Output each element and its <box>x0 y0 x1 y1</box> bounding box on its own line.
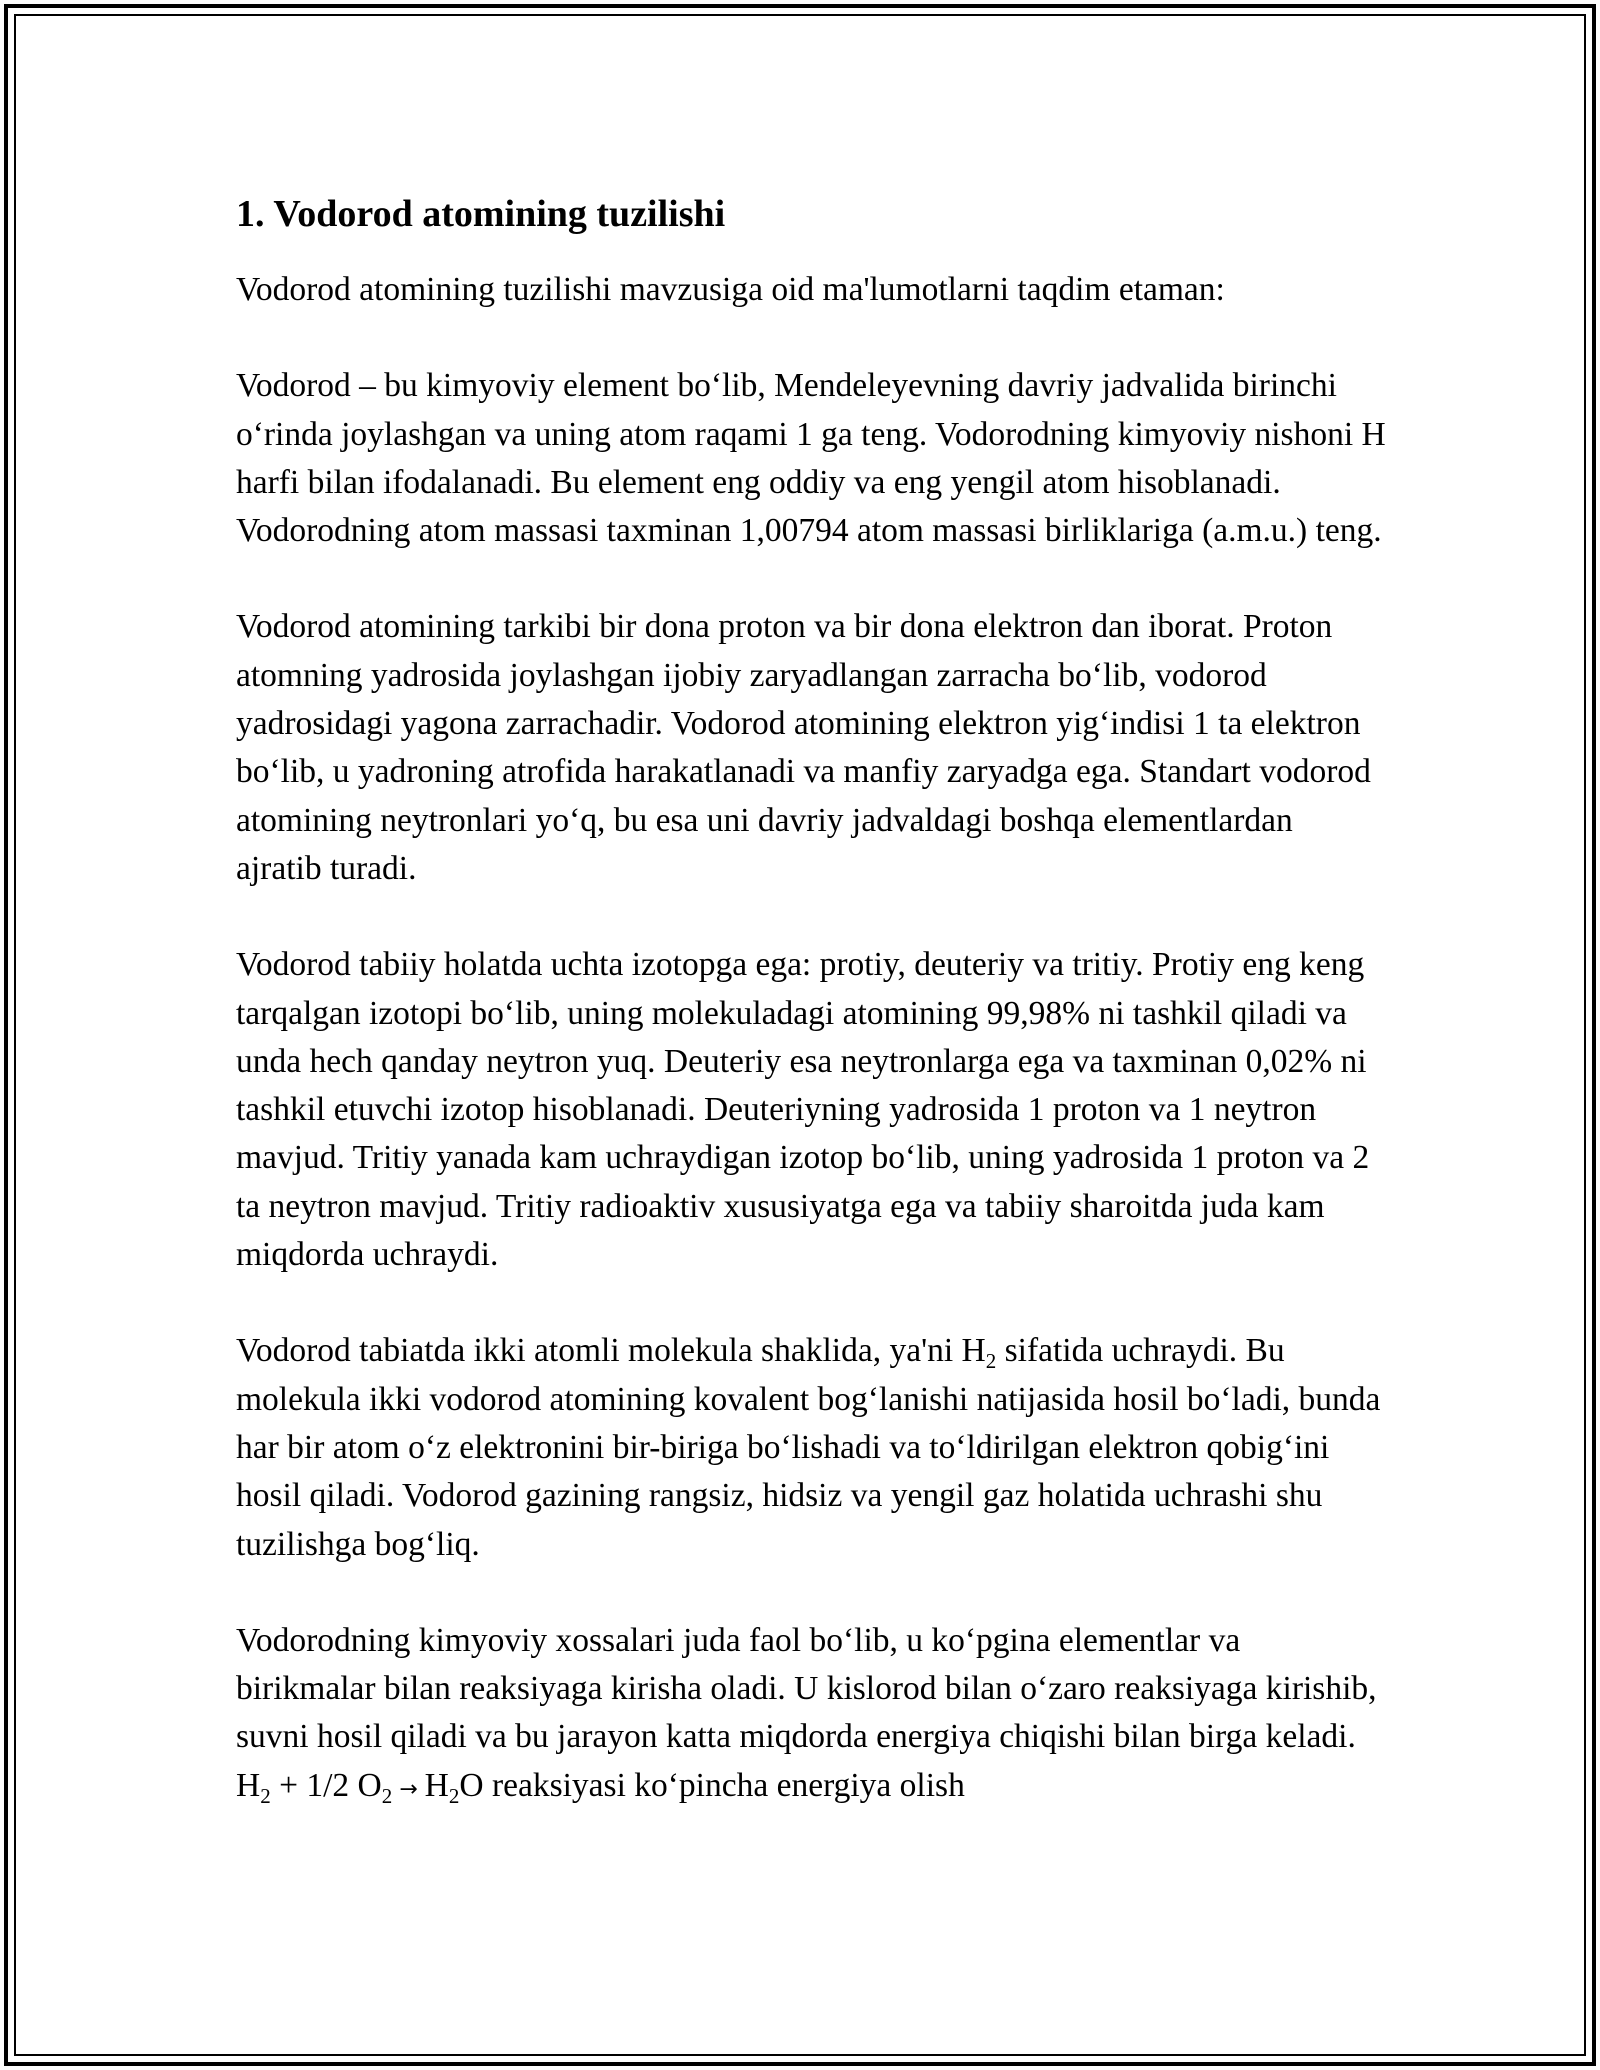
formula-h2o-h: H <box>424 1766 449 1804</box>
properties-text-tail: reaksiyasi ko‘pincha energiya olish <box>483 1766 965 1804</box>
document-body <box>236 186 1386 1862</box>
subscript: 2 <box>381 1783 393 1808</box>
section-heading: 1. Vodorod atomining tuzilishi <box>236 193 726 235</box>
subscript: 2 <box>985 1349 997 1374</box>
subscript: 2 <box>448 1783 460 1808</box>
molecule-text-end: sifatida uchraydi. Bu molekula ikki vodorod atomining kovalent bog‘lanishi natijasida hosil bo‘ladi, bunda har bir atom o‘z elektronini bir-biriga bo‘lishadi va to‘ldirilgan elektron qobig‘ini hosil qiladi. Vodorod gazining rangsiz, hidsiz va yengil gaz holatida uchrashi shu tuzilishga bog‘liq. <box>236 1332 1381 1563</box>
formula-o2: + 1/2 O <box>270 1766 382 1804</box>
paragraph-composition: Vodorod atomining tarkibi bir dona proton va bir dona elektron dan iborat. Proton atomning yadrosida joylashgan ijobiy zaryadlangan zarracha bo‘lib, vodorod yadrosidagi yagona zarrachadir. Vodorod atomining elektron yig‘indisi 1 ta elektron bo‘lib, u yadroning atrofida harakatlanadi va manfiy zaryadga ega. Standart vodorod atomining neytronlari yo‘q, bu esa uni davriy jadvaldagi boshqa elementlardan ajratib turadi. <box>236 608 1371 887</box>
paragraph-chemical-properties <box>236 1617 1386 1814</box>
reaction-arrow-icon: → <box>392 1776 425 1802</box>
formula-h2o-o: O <box>459 1766 484 1804</box>
properties-text: Vodorodning kimyoviy xossalari juda faol bo‘lib, u ko‘pgina elementlar va birikmalar bilan reaksiyaga kirisha oladi. U kislorod bilan o‘zaro reaksiyaga kirishib, suvni hosil qiladi va bu jarayon katta miqdorda energiya chiqishi bilan birga keladi. <box>236 1621 1377 1756</box>
molecule-text-start: Vodorod tabiatda ikki atomli molekula shaklida, ya'ni H <box>236 1332 986 1370</box>
paragraph-definition: Vodorod – bu kimyoviy element bo‘lib, Mendeleyevning davriy jadvalida birinchi o‘rinda joylashgan va uning atom raqami 1 ga teng. Vodorodning kimyoviy nishoni H harfi bilan ifodalanadi. Bu element eng oddiy va eng yengil atom hisoblanadi. Vodorodning atom massasi taxminan 1,00794 atom massasi birliklariga (a.m.u.) teng. <box>236 367 1386 550</box>
formula-h2: H <box>236 1766 261 1804</box>
paragraph-isotopes: Vodorod tabiiy holatda uchta izotopga ega: protiy, deuteriy va tritiy. Protiy eng keng tarqalgan izotopi bo‘lib, uning molekuladagi atomining 99,98% ni tashkil qiladi va unda hech qanday neytron yuq. Deuteriy esa neytronlarga ega va taxminan 0,02% ni tashkil etuvchi izotop hisoblanadi. Deuteriyning yadrosida 1 proton va 1 neytron mavjud. Tritiy yanada kam uchraydigan izotop bo‘lib, uning yadrosida 1 proton va 2 ta neytron mavjud. Tritiy radioaktiv xususiyatga ega va tabiiy sharoitda juda kam miqdorda uchraydi. <box>236 946 1370 1274</box>
subscript: 2 <box>260 1783 271 1808</box>
intro-paragraph: Vodorod atomining tuzilishi mavzusiga oid ma'lumotlarni taqdim etaman: <box>236 271 1225 308</box>
paragraph-molecule <box>236 1327 1386 1568</box>
